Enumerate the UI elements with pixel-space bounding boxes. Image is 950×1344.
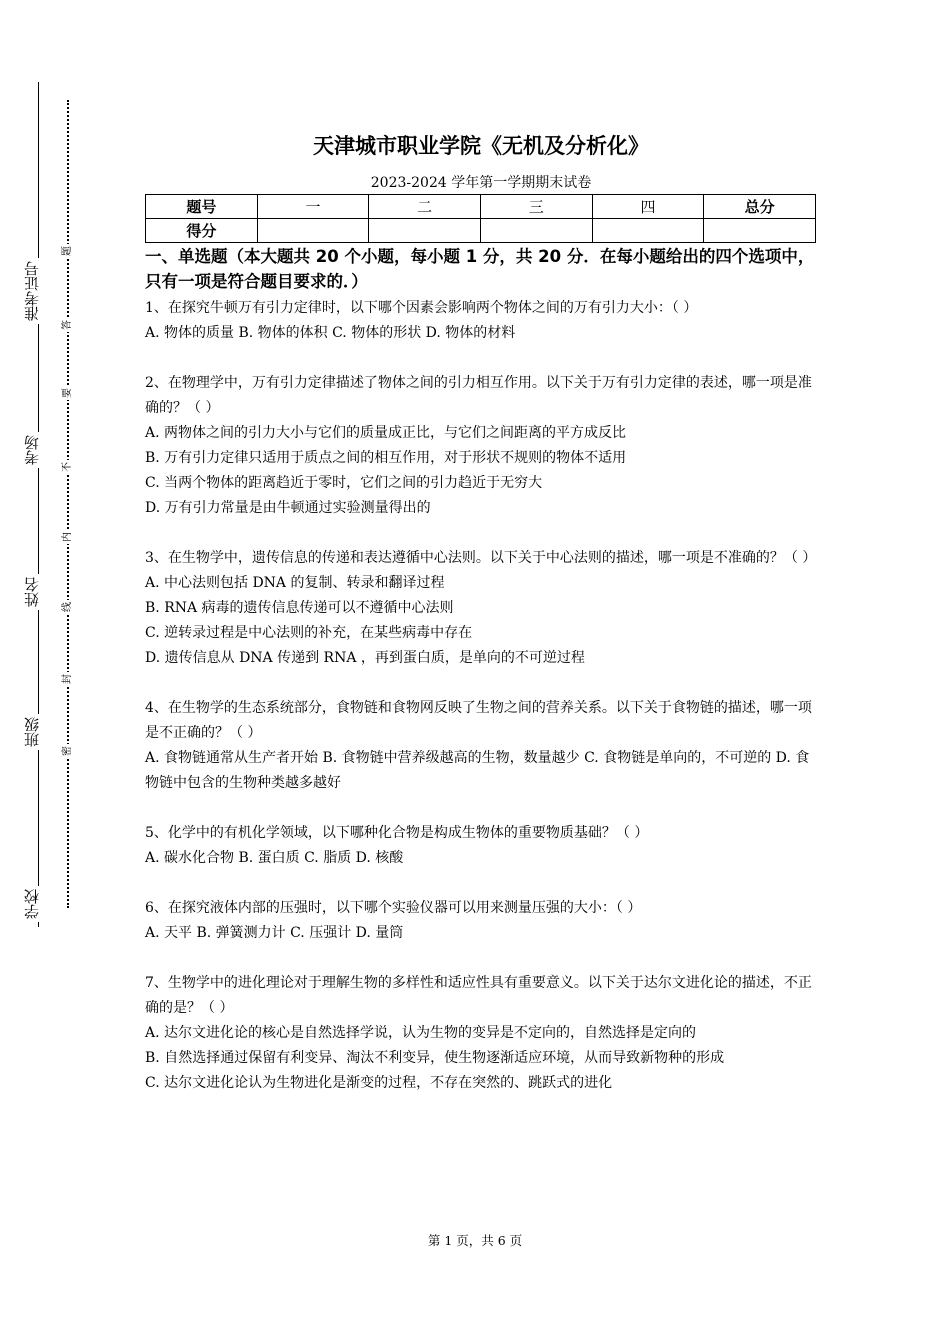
seal-char: 封 — [62, 674, 73, 684]
exam-number-label: 准考证号 — [20, 258, 44, 324]
question-stem: 1、在探究牛顿万有引力定律时，以下哪个因素会影响两个物体之间的万有引力大小：（ ） — [145, 300, 698, 316]
question-option: C. 达尔文进化论认为生物进化是渐变的过程，不存在突然的、跳跃式的进化 — [145, 1075, 613, 1091]
question-item — [145, 971, 817, 1096]
score-cell: 一 — [257, 195, 369, 219]
class-label: 班级 — [20, 714, 44, 750]
question-item — [145, 896, 817, 946]
seal-char: 密 — [62, 746, 73, 756]
question-option: B. 自然选择通过保留有利变异、淘汰不利变异，使生物逐渐适应环境，从而导致新物种的形成 — [145, 1050, 725, 1066]
score-input-cell — [257, 219, 369, 243]
seal-char: 不 — [62, 462, 73, 472]
question-option: A. 中心法则包括 DNA 的复制、转录和翻译过程 — [145, 575, 445, 591]
score-cell: 三 — [480, 195, 592, 219]
binding-margin — [0, 0, 120, 1344]
score-cell: 总分 — [704, 195, 816, 219]
question-option: B. 万有引力定律只适用于质点之间的相互作用，对于形状不规则的物体不适用 — [145, 450, 627, 466]
question-option: D. 万有引力常量是由牛顿通过实验测量得出的 — [145, 500, 431, 516]
question-option: A. 天平 B. 弹簧测力计 C. 压强计 D. 量筒 — [145, 925, 404, 941]
page-subtitle: 2023-2024 学年第一学期期末试卷 — [370, 175, 592, 191]
question-stem: 6、在探究液体内部的压强时，以下哪个实验仪器可以用来测量压强的大小：（ ） — [145, 900, 642, 916]
question-stem: 3、在生物学中，遗传信息的传递和表达遵循中心法则。以下关于中心法则的描述，哪一项是不准确的？（ ） — [145, 550, 817, 566]
question-item — [145, 296, 817, 346]
seal-char: 内 — [62, 532, 73, 542]
question-stem: 2、在物理学中，万有引力定律描述了物体之间的引力相互作用。以下关于万有引力定律的表述，哪一项是准确的？（ ） — [145, 375, 812, 416]
question-stem: 5、化学中的有机化学领域，以下哪种化合物是构成生物体的重要物质基础？（ ） — [145, 825, 649, 841]
score-input-cell — [369, 219, 481, 243]
school-label: 学校 — [20, 886, 44, 922]
seal-char: 线 — [62, 602, 73, 612]
binding-solid-line — [38, 82, 39, 927]
score-cell: 得分 — [146, 219, 258, 243]
question-option: D. 遗传信息从 DNA 传递到 RNA ，再到蛋白质，是单向的不可逆过程 — [145, 650, 585, 666]
question-option: A. 碳水化合物 B. 蛋白质 C. 脂质 D. 核酸 — [145, 850, 404, 866]
section-heading: 一、单选题（本大题共 20 个小题，每小题 1 分，共 20 分．在每小题给出的四个选项中，只有一项是符合题目要求的．） — [145, 247, 815, 291]
score-input-cell — [480, 219, 592, 243]
score-table — [145, 194, 816, 243]
score-input-cell — [592, 219, 704, 243]
question-option: A. 两物体之间的引力大小与它们的质量成正比，与它们之间距离的平方成反比 — [145, 425, 627, 441]
score-cell: 四 — [592, 195, 704, 219]
question-list — [145, 296, 817, 1121]
name-label: 姓名 — [20, 574, 44, 610]
exam-room-label: 考场 — [20, 432, 44, 468]
score-input-cell — [704, 219, 816, 243]
seal-char: 答 — [62, 320, 73, 330]
question-option: A. 食物链通常从生产者开始 B. 食物链中营养级越高的生物，数量越少 C. 食物链是单向的，不可逆的 D. 食物链中包含的生物种类越多越好 — [145, 750, 810, 791]
question-option: A. 物体的质量 B. 物体的体积 C. 物体的形状 D. 物体的材料 — [145, 325, 516, 341]
question-item — [145, 371, 817, 521]
question-option: C. 当两个物体的距离趋近于零时，它们之间的引力趋近于无穷大 — [145, 475, 543, 491]
score-cell: 二 — [369, 195, 481, 219]
seal-char: 题 — [62, 246, 73, 256]
question-stem: 7、生物学中的进化理论对于理解生物的多样性和适应性具有重要意义。以下关于达尔文进化论的描述，不正确的是？（ ） — [145, 975, 812, 1016]
question-item — [145, 696, 817, 796]
score-table-score-row — [146, 219, 816, 243]
page-footer: 第 1 页，共 6 页 — [427, 1233, 523, 1248]
question-item — [145, 821, 817, 871]
score-cell: 题号 — [146, 195, 258, 219]
question-item — [145, 546, 817, 671]
score-table-header-row — [146, 195, 816, 219]
question-option: B. RNA 病毒的遗传信息传递可以不遵循中心法则 — [145, 600, 454, 616]
seal-dotted-line — [67, 100, 69, 908]
seal-char: 要 — [62, 388, 73, 398]
page-title: 天津城市职业学院《无机及分析化》 — [313, 134, 649, 158]
question-stem: 4、在生物学的生态系统部分，食物链和食物网反映了生物之间的营养关系。以下关于食物链的描述，哪一项是不正确的？（ ） — [145, 700, 812, 741]
question-option: A. 达尔文进化论的核心是自然选择学说，认为生物的变异是不定向的，自然选择是定向的 — [145, 1025, 697, 1041]
question-option: C. 逆转录过程是中心法则的补充，在某些病毒中存在 — [145, 625, 473, 641]
